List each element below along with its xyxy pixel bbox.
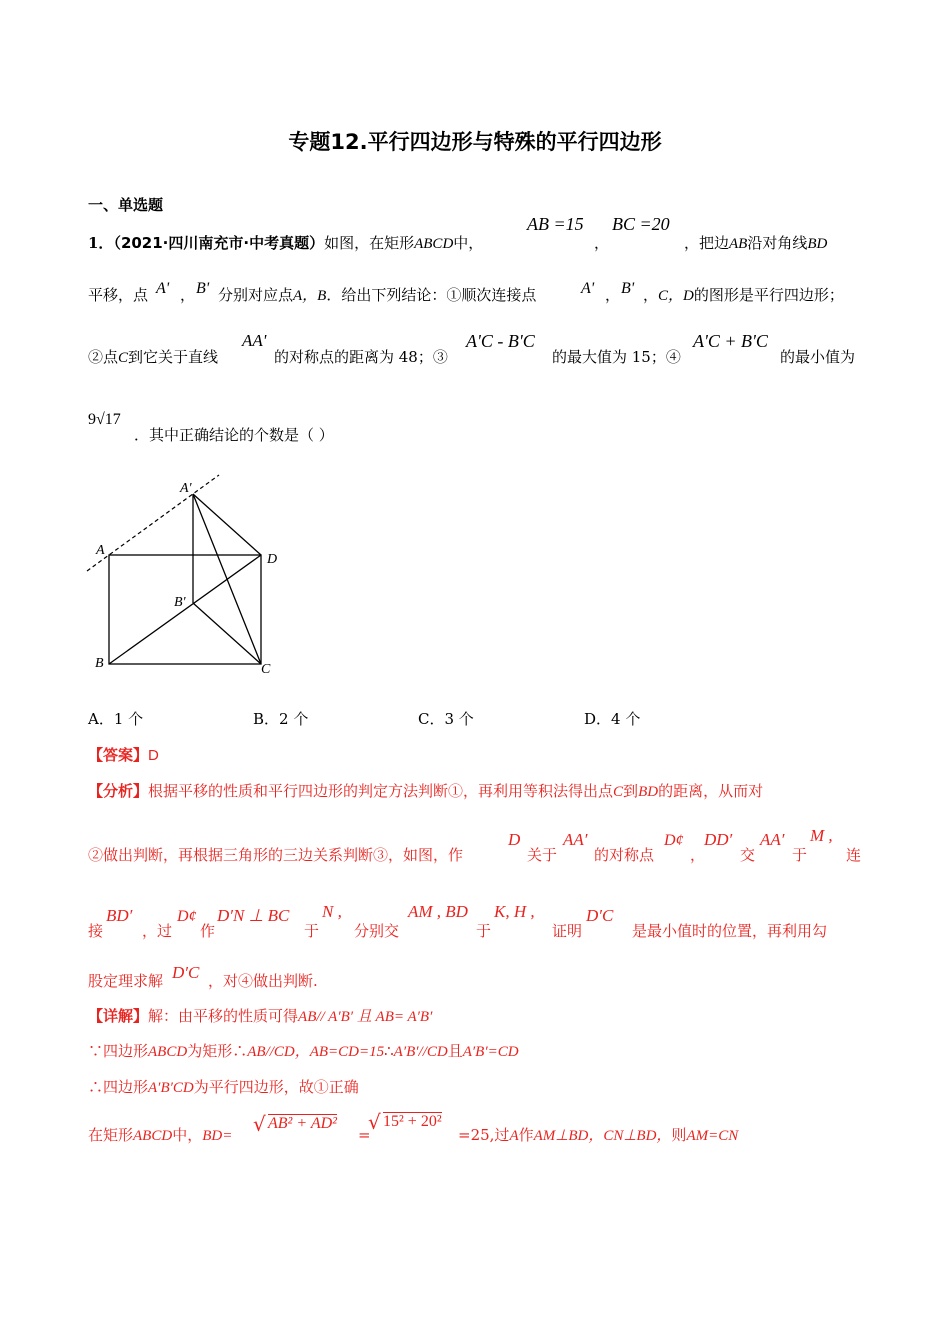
math-dc-prime: D′C: [172, 963, 200, 982]
detail-sqrt-1: AB² + AD²: [268, 1115, 337, 1132]
analysis-text: 作: [200, 922, 216, 940]
detail-line-4: [88, 1124, 232, 1145]
q1-cd-points: C，D: [658, 288, 694, 304]
analysis-text: 交: [740, 846, 756, 864]
q1-text: ，: [643, 286, 659, 304]
analysis-text: 根据平移的性质和平行四边形的判定方法判断①，再利用等积法得出点: [148, 782, 614, 800]
detail-line-3: [88, 1076, 359, 1097]
detail-text: ∴: [384, 1042, 394, 1060]
analysis-text: 于: [304, 922, 320, 940]
analysis-text: 到: [623, 782, 639, 800]
detail-text: =25,过: [458, 1126, 510, 1144]
math-dc-prime: D′C: [586, 906, 614, 925]
math-difference: A'C - B'C: [466, 331, 535, 351]
sqrt-sign-icon: √: [368, 1110, 381, 1134]
math-d-reflected: D¢: [664, 832, 684, 849]
detail-math: AM=CN: [686, 1128, 739, 1144]
detail-sqrt-2: 15² + 20²: [383, 1113, 442, 1130]
analysis-text: 于: [792, 846, 808, 864]
detail-line-2: [88, 1040, 519, 1061]
q1-text: ，把边: [684, 234, 730, 252]
answer-line: [88, 744, 159, 765]
q1-text: 如图，在矩形: [324, 234, 415, 252]
q1-line3-mid: 的对称点的距离为 48；③: [274, 348, 448, 366]
detail-text: 为平行四边形，故①正确: [193, 1078, 359, 1096]
math-dn-perp-bc: D′N ⊥ BC: [217, 906, 290, 925]
detail-line-4-end: [458, 1124, 738, 1145]
detail-text: ∴四边形: [88, 1078, 149, 1096]
math-aa-prime: AA′: [563, 830, 588, 849]
q1-ab-points: A，B: [293, 288, 327, 304]
section-heading: 一、单选题: [88, 196, 164, 214]
analysis-line-2-start: ②做出判断，再根据三角形的三边关系判断③，如图，作: [88, 846, 464, 864]
q1-text: 的图形是平行四边形；: [693, 286, 844, 304]
detail-math: A′B′//CD: [393, 1044, 448, 1060]
math-sqrt: 9√17: [88, 411, 121, 428]
detail-math: AB// A′B′ 且 AB= A′B′: [298, 1009, 433, 1025]
math-a-prime: A': [581, 280, 595, 297]
detail-text: ∵四边形: [88, 1042, 149, 1060]
label-a: A: [96, 543, 105, 558]
detail-text: 且: [447, 1042, 463, 1060]
sqrt-sign-icon: √: [253, 1112, 266, 1136]
analysis-text: ，: [690, 846, 706, 864]
analysis-line-1: [88, 780, 763, 801]
analysis-text: 连: [846, 846, 862, 864]
label-c: C: [261, 662, 271, 677]
analysis-text: ，对④做出判断.: [208, 972, 318, 990]
label-d: D: [267, 552, 278, 567]
q1-text: ②点: [88, 348, 119, 366]
q1-line2-mid: [218, 284, 536, 305]
question-source: （2021·四川南充市·中考真题）: [113, 234, 325, 252]
detail-math: AM⊥BD，CN⊥BD，: [533, 1128, 672, 1144]
analysis-text: 的距离，从而对: [658, 782, 764, 800]
detail-label: 【详解】: [88, 1007, 149, 1025]
dashed-line-aa: [87, 475, 219, 571]
q1-comma: ，: [180, 286, 196, 304]
math-sum: A'C + B'C: [693, 331, 768, 351]
analysis-text: 于: [476, 922, 492, 940]
detail-line-1: [88, 1005, 432, 1026]
label-b: B: [95, 656, 104, 671]
q1-comma: ，: [594, 234, 610, 252]
detail-math: A′B′=CD: [462, 1044, 519, 1060]
detail-math: BD=: [202, 1128, 233, 1144]
option-d: D．4 个: [584, 710, 641, 728]
detail-text: 为矩形∴: [187, 1042, 248, 1060]
analysis-text: 证明: [552, 922, 583, 940]
detail-eq: =: [358, 1126, 371, 1144]
q1-line4: ．其中正确结论的个数是（ ）: [134, 426, 334, 444]
math-d-reflected: D¢: [177, 908, 197, 925]
math-bd-prime: BD′: [106, 906, 133, 925]
analysis-label: 【分析】: [88, 782, 149, 800]
detail-math: A′B′CD: [148, 1080, 194, 1096]
q1-line2-start: 平移，点: [88, 286, 149, 304]
math-n: N ,: [322, 902, 342, 921]
label-b-prime: B': [174, 595, 186, 610]
math-b-prime: B': [196, 280, 210, 297]
math-a-prime: A': [156, 280, 170, 297]
analysis-text: 接: [88, 922, 104, 940]
detail-text: 作: [518, 1126, 534, 1144]
math-d: D: [508, 830, 521, 849]
q1-line2-end: [643, 284, 844, 305]
q1-bd: BD: [807, 236, 828, 252]
detail-math: ABCD: [148, 1044, 188, 1060]
q1-line3-end: 的最小值为: [780, 348, 856, 366]
math-aa-prime: AA′: [760, 830, 785, 849]
math-ab: AB =15: [527, 214, 584, 234]
detail-math: A: [509, 1128, 519, 1144]
q1-ab: AB: [729, 236, 748, 252]
q1-line1-end: [684, 232, 827, 253]
segment-b1-c: [193, 603, 261, 664]
analysis-text: ，过: [142, 922, 173, 940]
math-k-h: K, H ,: [494, 902, 535, 921]
detail-math: ABCD: [133, 1128, 173, 1144]
analysis-text: 分别交: [354, 922, 400, 940]
q1-abcd: ABCD: [414, 236, 454, 252]
analysis-text: 股定理求解: [88, 972, 164, 990]
q1-c: C: [118, 350, 129, 366]
detail-text: 解：由平移的性质可得: [148, 1007, 299, 1025]
math-dd-prime: DD′: [704, 830, 733, 849]
q1-text: 沿对角线: [747, 234, 808, 252]
q1-text: ．给出下列结论：①顺次连接点: [326, 286, 537, 304]
analysis-text: 的对称点: [594, 846, 655, 864]
detail-math: AB//CD，AB=CD=15: [247, 1044, 385, 1060]
detail-text: 在矩形: [88, 1126, 134, 1144]
math-m: M ,: [810, 826, 833, 845]
detail-text: 中，: [172, 1126, 203, 1144]
option-c: C．3 个: [418, 710, 474, 728]
geometry-figure: [84, 470, 294, 680]
math-am-bd: AM , BD: [408, 902, 468, 921]
option-a: A．1 个: [88, 710, 144, 728]
detail-text: 则: [671, 1126, 687, 1144]
analysis-c: C: [613, 784, 624, 800]
segment-a1-d: [193, 494, 261, 555]
analysis-text: 是最小值时的位置，再利用勾: [632, 922, 828, 940]
q1-comma: ，: [605, 286, 621, 304]
page-title: 专题12.平行四边形与特殊的平行四边形: [288, 130, 662, 154]
math-b-prime: B': [621, 280, 635, 297]
analysis-text: 关于: [527, 846, 558, 864]
question-number: 1．: [88, 234, 114, 252]
q1-line3-start: [88, 346, 218, 367]
math-aa-prime: AA': [242, 331, 267, 350]
option-b: B．2 个: [253, 710, 309, 728]
answer-value: D: [148, 747, 159, 764]
question-1-line-1: [88, 232, 483, 253]
q1-text: 中，: [453, 234, 484, 252]
answer-label: 【答案】: [88, 746, 149, 764]
q1-text: 分别对应点: [218, 286, 294, 304]
segment-a1-c: [193, 494, 261, 664]
label-a-prime: A': [180, 481, 192, 496]
q1-text: 到它关于直线: [128, 348, 219, 366]
analysis-bd: BD: [638, 784, 659, 800]
q1-line3-mid2: 的最大值为 15；④: [552, 348, 681, 366]
math-bc: BC =20: [612, 214, 670, 234]
